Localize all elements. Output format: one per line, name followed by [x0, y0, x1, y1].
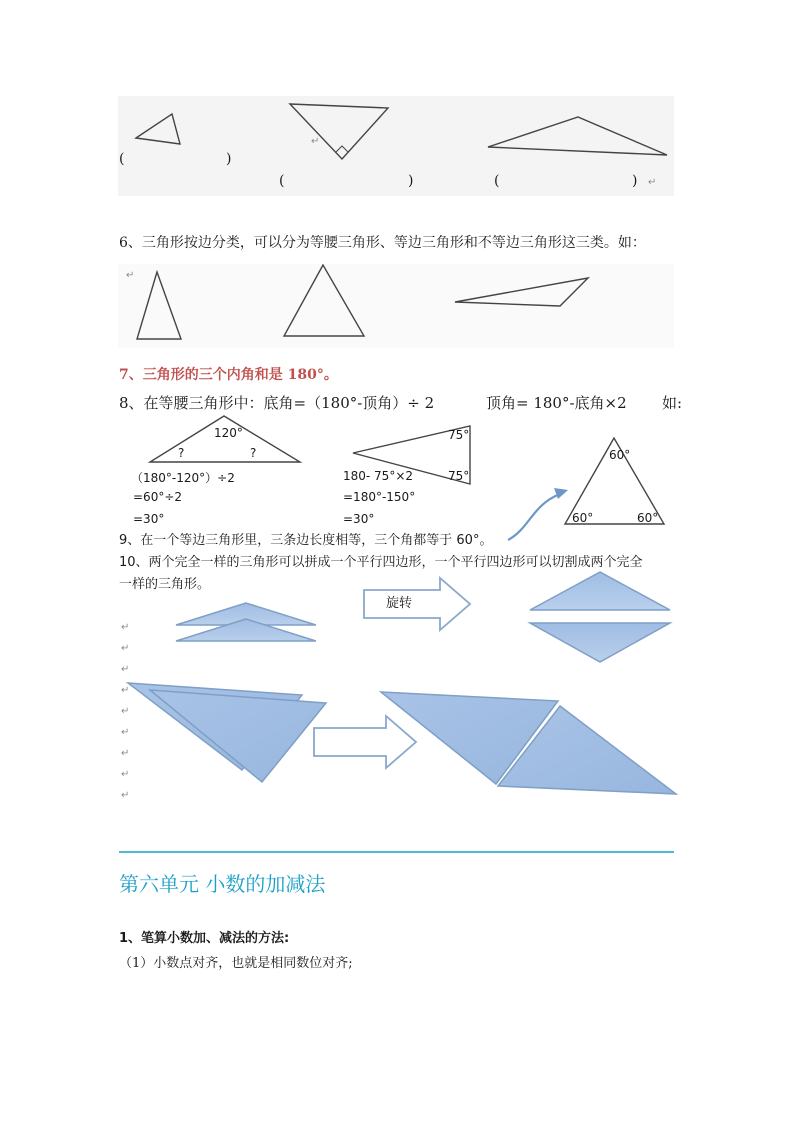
example3-right-angle: 60° — [637, 511, 659, 525]
return-mark: ↵ — [121, 622, 130, 633]
item8-example-label: 如: — [662, 394, 683, 412]
paren-left-1: ( — [119, 151, 125, 167]
paren-left-3: ( — [494, 173, 500, 189]
item10-text: 10、两个完全一样的三角形可以拼成一个平行四边形，一个平行四边形可以切割成两个完全 — [119, 555, 643, 570]
return-mark: ↵ — [121, 727, 130, 738]
example2-step3: =30° — [343, 512, 375, 526]
return-mark: ↵ — [648, 177, 657, 188]
combine-arrow-shape — [314, 716, 416, 768]
return-mark: ↵ — [121, 643, 130, 654]
top-image-background — [118, 96, 674, 196]
item8-text: 8、在等腰三角形中：底角=（180°-顶角）÷ 2 — [119, 394, 435, 412]
item7-heading: 7、三角形的三个内角和是 180°。 — [119, 367, 338, 383]
example2-step2: =180°-150° — [343, 490, 416, 504]
curved-arrow-head — [554, 488, 568, 499]
example2-top-angle: 75° — [448, 428, 470, 442]
example2-step1: 180- 75°×2 — [343, 469, 414, 483]
example3-left-angle: 60° — [572, 511, 594, 525]
return-mark: ↵ — [121, 748, 130, 759]
rotate-arrow-shape — [364, 578, 470, 630]
u6-item1-heading: 1、笔算小数加、减法的方法: — [119, 931, 290, 946]
return-mark: ↵ — [121, 685, 130, 696]
example1-apex-angle: 120° — [214, 426, 243, 440]
item6-text: 6、三角形按边分类，可以分为等腰三角形、等边三角形和不等边三角形这三类。如： — [119, 235, 646, 251]
unit6-title: 第六单元 小数的加减法 — [119, 872, 326, 896]
return-mark: ↵ — [121, 769, 130, 780]
large-triangle-front — [150, 690, 326, 782]
return-mark: ↵ — [121, 664, 130, 675]
return-mark: ↵ — [126, 270, 135, 281]
example1-step3: =30° — [133, 512, 165, 526]
item9-text: 9、在一个等边三角形里，三条边长度相等，三个角都等于 60°。 — [119, 533, 493, 548]
example2-bottom-angle: 75° — [448, 469, 470, 483]
example1-step2: =60°÷2 — [133, 490, 183, 504]
result-triangle-down — [530, 623, 670, 662]
item8-formula-apex: 顶角= 180°-底角×2 — [486, 394, 627, 412]
result-triangle-up — [530, 572, 670, 610]
paren-left-2: ( — [279, 173, 285, 189]
paren-right-1: ) — [226, 151, 232, 167]
paren-right-3: ) — [632, 173, 638, 189]
rotate-label: 旋转 — [386, 596, 413, 611]
example1-unknown-left: ? — [178, 446, 185, 460]
example3-top-angle: 60° — [609, 448, 631, 462]
example1-step1: （180°-120°）÷2 — [131, 471, 235, 485]
return-mark: ↵ — [311, 136, 320, 147]
return-mark: ↵ — [121, 706, 130, 717]
paren-right-2: ) — [408, 173, 414, 189]
curved-arrow — [508, 494, 560, 540]
item10-text-continued: 一样的三角形。 — [119, 577, 211, 592]
return-mark: ↵ — [121, 790, 130, 801]
example1-unknown-right: ? — [250, 446, 257, 460]
u6-item1-sub1: （1）小数点对齐，也就是相同数位对齐; — [119, 956, 353, 971]
item6-image-background — [118, 264, 674, 348]
